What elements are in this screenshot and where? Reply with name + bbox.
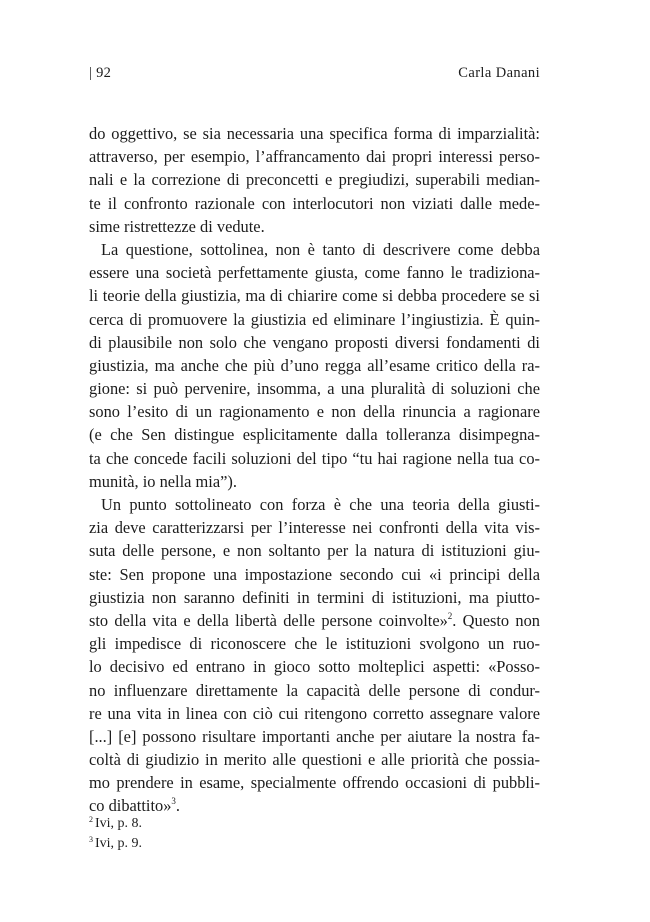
- text-line: cerca di promuovere la giustizia ed eliminare l’ingiustizia. È quin-: [89, 309, 540, 329]
- text-line: [...] [e] possono risultare importanti anche per aiutare la nostra fa-: [89, 726, 540, 746]
- text-line: di plausibile non solo che vengano proposti diversi fondamenti di: [89, 332, 540, 352]
- page-number: | 92: [89, 65, 112, 81]
- text-line: giustizia, ma anche che più d’uno regga all’esame critico della ra-: [89, 355, 540, 375]
- text-line: sono l’esito di un ragionamento e non della rinuncia a ragionare: [89, 402, 540, 422]
- text-line: (e che Sen distingue esplicitamente dalla tolleranza disimpegna-: [89, 425, 540, 445]
- footnote-3: [89, 834, 540, 854]
- footnote-text: Ivi, p. 8.: [95, 816, 143, 831]
- text-line: essere una società perfettamente giusta, come fanno le tradiziona-: [89, 263, 540, 283]
- text-line: coltà di giudizio in merito alle questioni e alle priorità che possia-: [89, 750, 540, 770]
- text-line: do oggettivo, se sia necessaria una specifica forma di imparzialità:: [89, 124, 540, 143]
- paragraph-3: [89, 493, 540, 818]
- text-line-with-footnote: [89, 609, 540, 632]
- running-head-author: Carla Danani: [458, 65, 540, 81]
- paragraph-1: [89, 122, 540, 238]
- text-line: nali e la correzione di preconcetti e pregiudizi, superabili median-: [89, 170, 540, 190]
- paragraph-2: [89, 238, 540, 493]
- text-line: Un punto sottolineato con forza è che una teoria della giusti-: [101, 495, 540, 514]
- running-head: [89, 63, 540, 83]
- text-line: te il confronto razionale con interlocutori non viziati dalle mede-: [89, 193, 540, 213]
- text-line: munità, io nella mia”).: [89, 471, 237, 491]
- text-line: li teorie della giustizia, ma di chiarire come si debba procedere se si: [89, 286, 540, 306]
- line-text: co dibattito»: [89, 796, 172, 816]
- footnote-marker: 3: [89, 835, 93, 844]
- text-line: zia deve caratterizzarsi per l’interesse nei confronti della vita vis-: [89, 518, 540, 538]
- footnote-reference: 2: [447, 610, 453, 621]
- footnote-2: [89, 814, 540, 834]
- text-line: suta delle persone, e non soltanto per la natura di istituzioni giu-: [89, 541, 540, 561]
- text-line: gli impedisce di riconoscere che le istituzioni svolgono un ruo-: [89, 634, 540, 654]
- footnotes: [89, 814, 540, 854]
- footnote-marker: 2: [89, 815, 93, 824]
- text-line: ta che concede facili soluzioni del tipo “tu hai ragione nella tua co-: [89, 448, 540, 468]
- text-line: mo prendere in esame, specialmente offrendo occasioni di pubbli-: [89, 773, 540, 793]
- footnote-text: Ivi, p. 9.: [95, 836, 143, 851]
- text-line: re una vita in linea con ciò cui ritengono corretto assegnare valore: [89, 703, 540, 723]
- line-text: .: [175, 796, 181, 816]
- body-text: [89, 122, 540, 818]
- text-line: gione: si può pervenire, insomma, a una pluralità di soluzioni che: [89, 379, 540, 399]
- line-text: . Questo non: [452, 610, 540, 630]
- text-line: attraverso, per esempio, l’affrancamento dai propri interessi perso-: [89, 147, 540, 167]
- text-line: giustizia non saranno definiti in termini di istituzioni, ma piutto-: [89, 587, 540, 607]
- text-line: La questione, sottolinea, non è tanto di descrivere come debba: [101, 239, 540, 259]
- text-line: no influenzare direttamente la capacità delle persone di condur-: [89, 680, 540, 700]
- line-text: sto della vita e della libertà delle persone coinvolte»: [89, 610, 448, 630]
- text-line: lo decisivo ed entrano in gioco sotto molteplici aspetti: «Posso-: [89, 657, 540, 677]
- text-line: ste: Sen propone una impostazione secondo cui «i principi della: [89, 564, 540, 584]
- text-line: sime ristrettezze di vedute.: [89, 216, 265, 236]
- footnote-reference: 3: [171, 796, 176, 807]
